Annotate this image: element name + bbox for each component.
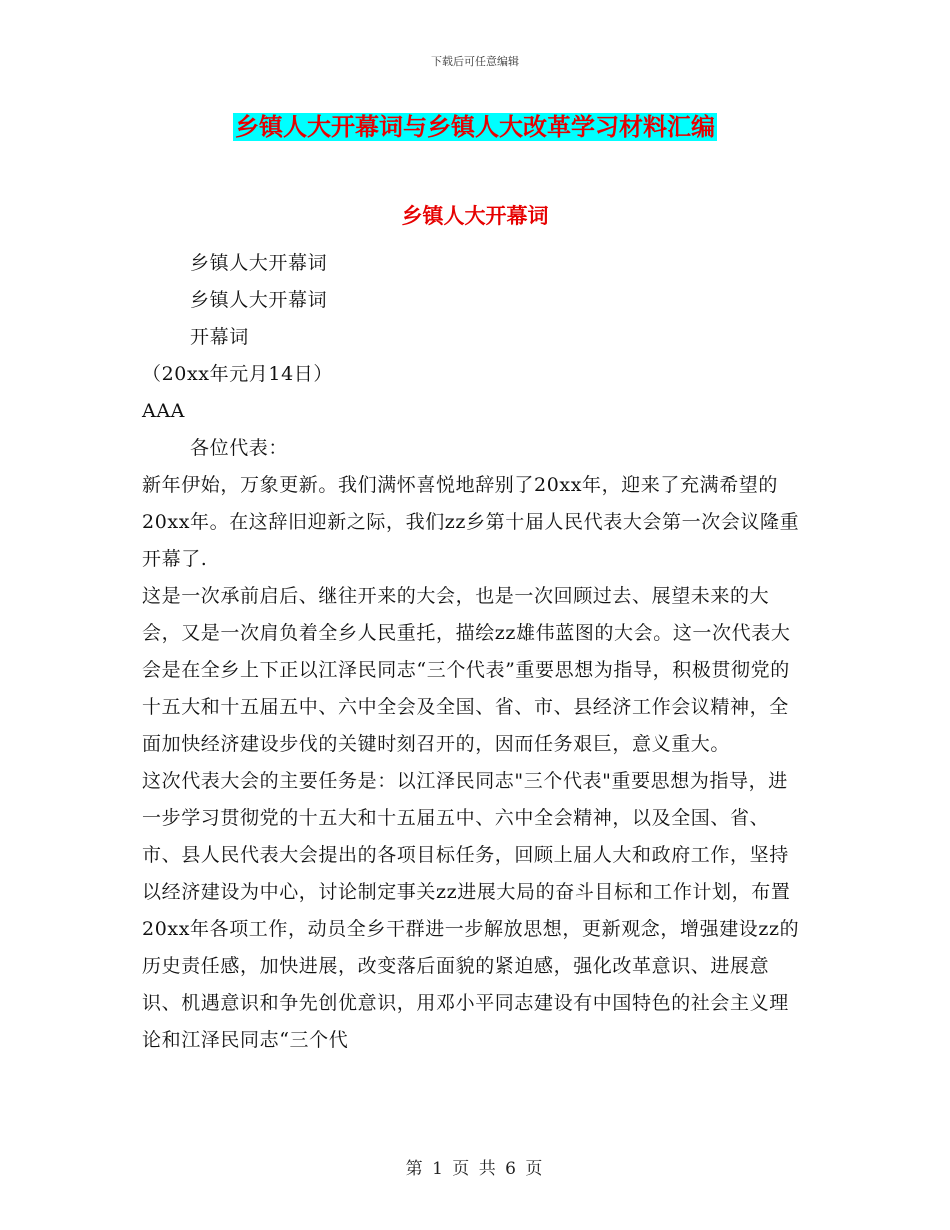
page-footer: 第 1 页 共 6 页: [405, 1159, 545, 1179]
document-body: [142, 245, 802, 1059]
body-line-salutation: 各位代表：: [190, 437, 289, 459]
document-title-text: 乡镇人大开幕词与乡镇人大改革学习材料汇编: [235, 113, 715, 141]
body-paragraph-2: 这是一次承前启后、继往开来的大会，也是一次回顾过去、展望未来的大会，又是一次肩负着全乡人民重托，描绘zz雄伟蓝图的大会。这一次代表大会是在全乡上下正以江泽民同志“三个代表”重要思想为指导，积极贯彻党的十五大和十五届五中、六中全会及全国、省、市、县经济工作会议精神，全面加快经济建设步伐的关键时刻召开的，因而任务艰巨，意义重大。: [142, 585, 791, 755]
header-note: 下载后可任意编辑: [431, 55, 519, 68]
body-line-opening: 开幕词: [190, 326, 249, 348]
body-line-title-1: 乡镇人大开幕词: [190, 252, 328, 274]
section-title: 乡镇人大开幕词: [401, 204, 549, 228]
body-line-date: （20xx年元月14日）: [142, 363, 333, 385]
document-title: [0, 110, 950, 144]
body-line-title-2: 乡镇人大开幕词: [190, 289, 328, 311]
body-paragraph-1: 新年伊始，万象更新。我们满怀喜悦地辞别了20xx年，迎来了充满希望的20xx年。在这辞旧迎新之际，我们zz乡第十届人民代表大会第一次会议隆重开幕了.: [142, 474, 800, 570]
body-paragraph-3: 这次代表大会的主要任务是：以江泽民同志"三个代表"重要思想为指导，进一步学习贯彻党的十五大和十五届五中、六中全会精神，以及全国、省、市、县人民代表大会提出的各项目标任务，回顾上届人大和政府工作，坚持以经济建设为中心，讨论制定事关zz进展大局的奋斗目标和工作计划，布置20xx年各项工作，动员全乡干群进一步解放思想，更新观念，增强建设zz的历史责任感，加快进展，改变落后面貌的紧迫感，强化改革意识、进展意识、机遇意识和争先创优意识，用邓小平同志建设有中国特色的社会主义理论和江泽民同志“三个代: [142, 770, 800, 1051]
body-line-author: AAA: [142, 400, 185, 422]
